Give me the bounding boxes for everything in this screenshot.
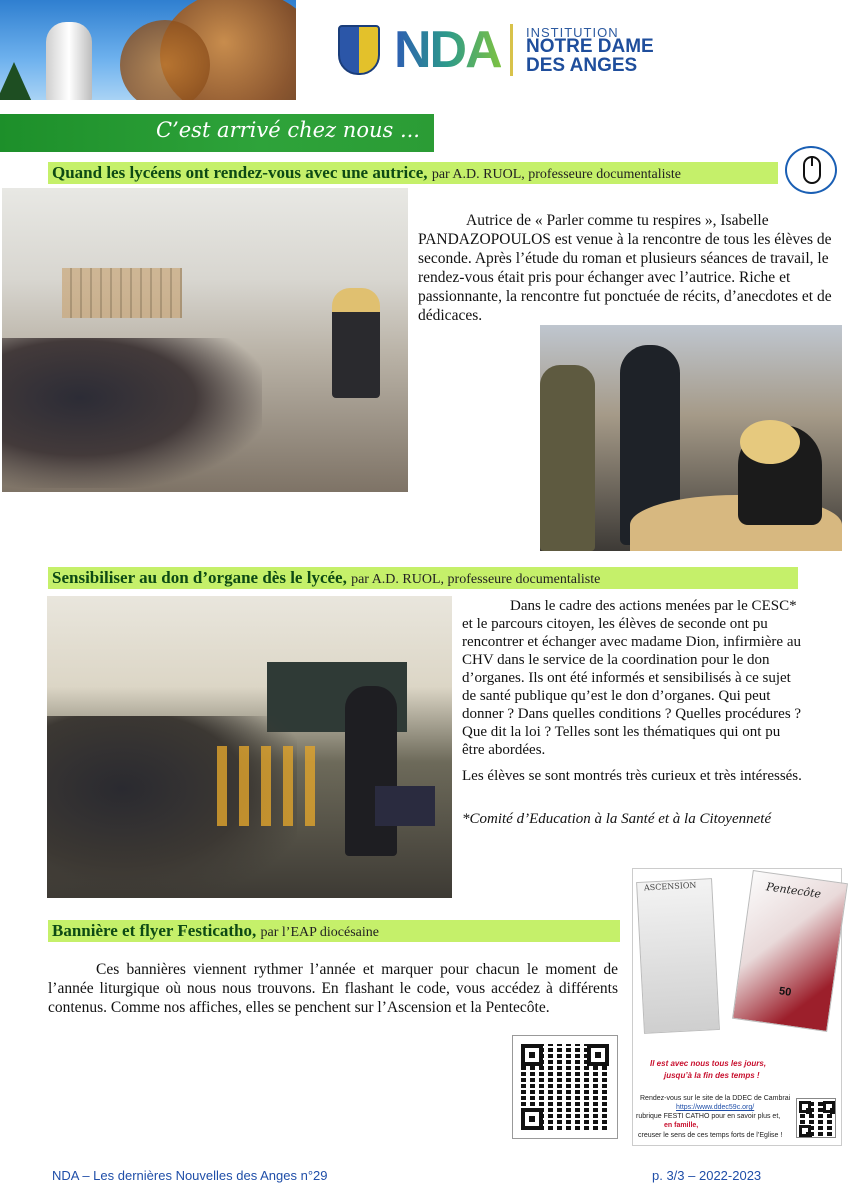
logo-divider xyxy=(510,24,513,76)
flyer-qr-code-icon[interactable] xyxy=(796,1098,836,1138)
flyer-text-line5: creuser le sens de ces temps forts de l’Eglise ! xyxy=(638,1132,783,1139)
flyer-text-line1: Rendez-vous sur le site de la DDEC de Cambrai xyxy=(640,1095,791,1102)
banner-title: C’est arrivé chez nous ... xyxy=(156,118,420,142)
section2-byline: par A.D. RUOL, professeure documentaliste xyxy=(351,572,601,587)
mouse-icon xyxy=(785,146,837,194)
footer-newsletter-title: NDA – Les dernières Nouvelles des Anges n°29 xyxy=(52,1168,328,1183)
pentecote-banner-title: Pentecôte xyxy=(765,880,822,901)
flyer-text-line3: rubrique FESTI CATHO pour en savoir plus et, xyxy=(636,1113,781,1120)
flyer-quote-line1: Il est avec nous tous les jours, xyxy=(650,1059,767,1068)
section1-heading xyxy=(52,163,681,183)
footer-page-number: p. 3/3 – 2022-2023 xyxy=(652,1168,762,1183)
photo-author-meeting xyxy=(2,188,408,492)
coat-of-arms-icon xyxy=(338,25,380,75)
flyer-text-line4: en famille, xyxy=(664,1122,699,1129)
qr-code-icon[interactable] xyxy=(512,1035,618,1139)
flyer-link[interactable]: https://www.ddec59c.org/ xyxy=(676,1104,755,1111)
section3-paragraph: Ces bannières viennent rythmer l’année et marquer pour chacun le moment de l’année liturgique où nous nous trouvons. En flashant le code, vous accédez à différents contenus. Comme nos affiches, elles se penchent sur l’Ascension et la Pentecôte. xyxy=(48,961,618,1016)
photo-organ-donation-talk xyxy=(47,596,452,898)
section3-title: Bannière et flyer Festicatho, xyxy=(52,921,257,940)
institution-name-line1: NOTRE DAME xyxy=(526,36,654,57)
section1-paragraph: Autrice de « Parler comme tu respires », Isabelle PANDAZOPOULOS est venue à la rencontre de tous les élèves de seconde. Après l’étude du roman et plusieurs séances de travail, le rendez-vous était pris pour échanger avec l’autrice. Riche et passionnante, la rencontre fut ponctuée de récits, d’anecdotes et de dédicaces. xyxy=(418,212,832,324)
section2-title: Sensibiliser au don d’organe dès le lycée, xyxy=(52,568,347,587)
section1-title: Quand les lycéens ont rendez-vous avec une autrice, xyxy=(52,163,428,182)
photo-book-signing xyxy=(540,325,842,551)
ascension-banner-title: ASCENSION xyxy=(643,880,697,893)
flyer-quote-line2: jusqu’à la fin des temps ! xyxy=(664,1071,760,1080)
section2-paragraph: Dans le cadre des actions menées par le CESC* et le parcours citoyen, les élèves de seconde ont pu rencontrer et échanger avec madame Dion, infirmière au CHV dans le service de la coordination pour le don d’organes. Ils ont été informés et sensibilisés à ce sujet de santé publique qu’est le don d’organes. Qui peut donner ? Dans quelles conditions ? Quelles procédures ? Que dit la loi ? Telles sont les thématiques qui ont pu être abordées. xyxy=(462,598,802,758)
pentecote-banner-number: 50 xyxy=(778,985,793,999)
nda-logo: NDA xyxy=(394,21,501,79)
section2-paragraph2: Les élèves se sont montrés très curieux et très intéressés. xyxy=(462,768,802,784)
section3-byline: par l’EAP diocésaine xyxy=(260,925,379,940)
header-photo-statue xyxy=(0,0,296,100)
ascension-banner-image xyxy=(636,878,720,1034)
section2-heading xyxy=(52,568,600,588)
section3-heading xyxy=(52,921,379,941)
institution-label: INSTITUTION xyxy=(526,25,619,40)
institution-name-line2: DES ANGES xyxy=(526,55,638,76)
section1-byline: par A.D. RUOL, professeure documentaliste xyxy=(431,167,682,182)
section2-footnote: *Comité d’Education à la Santé et à la Citoyenneté xyxy=(462,811,772,827)
